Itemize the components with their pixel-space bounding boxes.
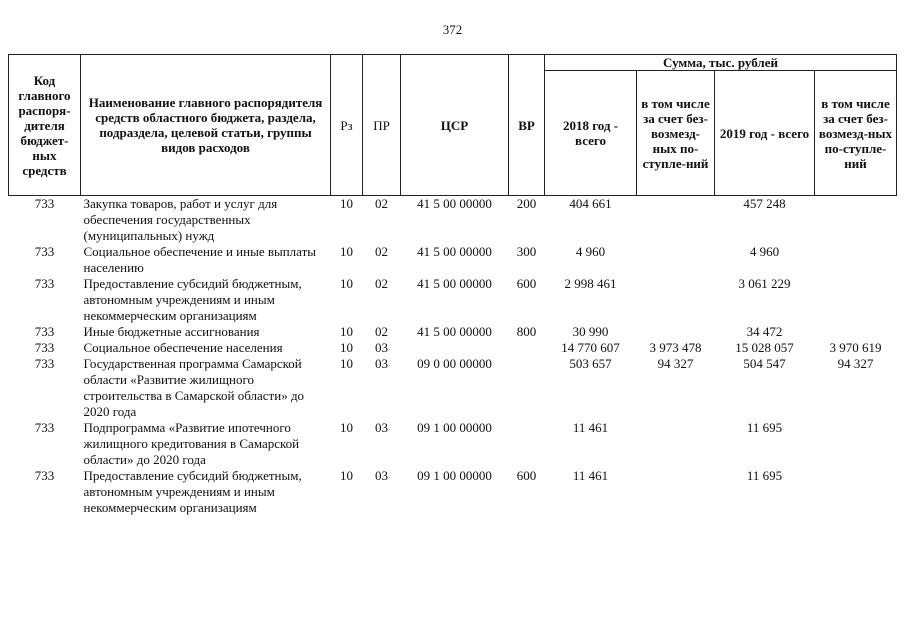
row-2019-grants: 94 327 <box>837 356 874 371</box>
row-name: Закупка товаров, работ и услуг для обеспечения государственных (муниципальных) нужд <box>83 196 278 243</box>
table-row <box>9 468 897 516</box>
row-csr <box>401 340 509 356</box>
row-2018-grants <box>637 420 715 468</box>
row-name: Социальное обеспечение и иные выплаты населению <box>83 244 317 275</box>
row-2018-grants <box>637 276 715 324</box>
row-csr: 09 1 00 00000 <box>417 420 492 435</box>
row-2019-total: 457 248 <box>743 196 786 211</box>
row-code: 733 <box>34 324 55 339</box>
header-2019-grants: в том числе за счет без-возмезд-ных по-ступле-ний <box>815 71 897 196</box>
row-name: Предоставление субсидий бюджетным, автономным учреждениям и иным некоммерческим организациям <box>83 468 302 515</box>
row-rz: 10 <box>340 340 353 355</box>
row-name: Социальное обеспечение населения <box>83 340 283 355</box>
row-code: 733 <box>34 340 55 355</box>
row-csr: 41 5 00 00000 <box>417 196 492 211</box>
row-2019-grants <box>815 244 897 276</box>
row-rz: 10 <box>340 420 353 435</box>
row-name: Подпрограмма «Развитие ипотечного жилищного кредитования в Самарской области» до 2020 года <box>83 420 300 467</box>
table-row <box>9 324 897 340</box>
row-pr: 02 <box>375 196 388 211</box>
row-name: Государственная программа Самарской области «Развитие жилищного строительства в Самарской области» до 2020 года <box>83 356 305 419</box>
row-code: 733 <box>34 468 55 483</box>
row-pr: 03 <box>375 340 388 355</box>
row-pr: 02 <box>375 244 388 259</box>
row-2019-grants <box>815 468 897 516</box>
row-2019-grants <box>815 420 897 468</box>
row-2018-grants <box>637 324 715 340</box>
row-rz: 10 <box>340 244 353 259</box>
row-2018-grants: 3 973 478 <box>649 340 702 355</box>
row-vr: 600 <box>516 468 537 483</box>
row-name: Иные бюджетные ассигнования <box>83 324 260 339</box>
table-row <box>9 276 897 324</box>
row-vr <box>509 340 545 356</box>
header-name: Наименование главного распорядителя средств областного бюджета, раздела, подраздела, целевой статьи, группы видов расходов <box>81 55 331 196</box>
row-2018-total: 11 461 <box>572 468 609 483</box>
row-2019-total: 504 547 <box>743 356 786 371</box>
row-pr: 03 <box>375 356 388 371</box>
row-2019-grants <box>815 324 897 340</box>
row-2019-total: 11 695 <box>746 468 783 483</box>
row-rz: 10 <box>340 276 353 291</box>
row-2018-total: 404 661 <box>569 196 612 211</box>
row-2019-grants <box>815 196 897 245</box>
row-vr: 300 <box>516 244 537 259</box>
row-2018-total: 30 990 <box>572 324 609 339</box>
row-code: 733 <box>34 420 55 435</box>
row-code: 733 <box>34 356 55 371</box>
table-row <box>9 340 897 356</box>
row-vr: 800 <box>516 324 537 339</box>
row-2019-total: 15 028 057 <box>735 340 794 355</box>
row-2018-total: 11 461 <box>572 420 609 435</box>
row-2019-grants <box>815 276 897 324</box>
row-csr: 41 5 00 00000 <box>417 244 492 259</box>
row-rz: 10 <box>340 196 353 211</box>
header-vr: ВР <box>509 55 545 196</box>
table-row <box>9 196 897 245</box>
row-vr <box>509 420 545 468</box>
row-2018-total: 503 657 <box>569 356 612 371</box>
row-name: Предоставление субсидий бюджетным, автономным учреждениям и иным некоммерческим организациям <box>83 276 302 323</box>
row-2018-grants <box>637 244 715 276</box>
row-csr: 09 1 00 00000 <box>417 468 492 483</box>
row-csr: 09 0 00 00000 <box>417 356 492 371</box>
header-rz: Рз <box>331 55 363 196</box>
row-rz: 10 <box>340 468 353 483</box>
budget-table <box>8 54 897 516</box>
page-number: 372 <box>442 22 463 37</box>
table-row <box>9 244 897 276</box>
header-2018-grants: в том числе за счет без-возмезд-ных по-ступле-ний <box>637 71 715 196</box>
row-vr: 200 <box>516 196 537 211</box>
row-csr: 41 5 00 00000 <box>417 276 492 291</box>
row-2019-grants: 3 970 619 <box>829 340 882 355</box>
row-2018-total: 14 770 607 <box>561 340 620 355</box>
row-2019-total: 4 960 <box>749 244 780 259</box>
row-2019-total: 11 695 <box>746 420 783 435</box>
row-rz: 10 <box>340 356 353 371</box>
row-2019-total: 34 472 <box>746 324 783 339</box>
row-code: 733 <box>34 196 55 211</box>
row-pr: 02 <box>375 324 388 339</box>
header-2018-total: 2018 год - всего <box>545 71 637 196</box>
row-2019-total: 3 061 229 <box>738 276 791 291</box>
row-vr: 600 <box>516 276 537 291</box>
row-csr: 41 5 00 00000 <box>417 324 492 339</box>
row-pr: 03 <box>375 468 388 483</box>
row-pr: 03 <box>375 420 388 435</box>
table-row <box>9 420 897 468</box>
row-rz: 10 <box>340 324 353 339</box>
header-csr: ЦСР <box>401 55 509 196</box>
header-pr: ПР <box>363 55 401 196</box>
row-code: 733 <box>34 244 55 259</box>
row-2018-total: 2 998 461 <box>564 276 617 291</box>
header-code: Код главного распоря-дителя бюджет-ных средств <box>9 55 81 196</box>
row-2018-grants <box>637 196 715 245</box>
header-2019-total: 2019 год - всего <box>715 71 815 196</box>
row-2018-total: 4 960 <box>575 244 606 259</box>
row-vr <box>509 356 545 420</box>
header-sum: Сумма, тыс. рублей <box>545 55 897 71</box>
row-2018-grants: 94 327 <box>657 356 694 371</box>
row-pr: 02 <box>375 276 388 291</box>
row-code: 733 <box>34 276 55 291</box>
row-2018-grants <box>637 468 715 516</box>
table-row <box>9 356 897 420</box>
